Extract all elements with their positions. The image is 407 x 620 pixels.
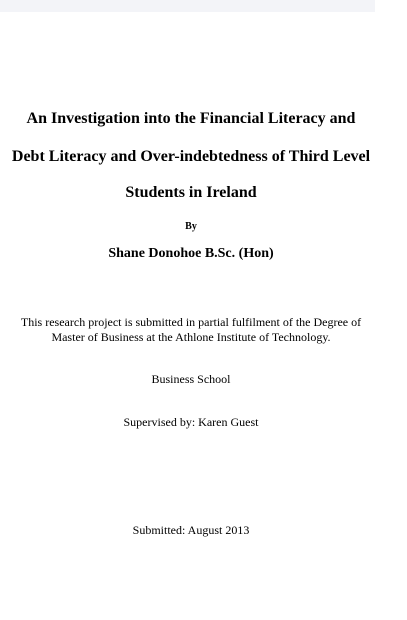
submission-date: Submitted: August 2013 (132, 523, 250, 537)
author-name: Shane Donohoe B.Sc. (Hon) (108, 246, 274, 261)
supervisor: Supervised by: Karen Guest (123, 415, 259, 429)
title-line-1: An Investigation into the Financial Literacy and (26, 110, 356, 127)
school-name: Business School (151, 372, 231, 386)
by-label: By (185, 221, 197, 232)
submission-statement-line-2: Master of Business at the Athlone Institute of Technology. (51, 330, 331, 344)
title-line-3: Students in Ireland (125, 184, 257, 201)
submission-statement-line-1: This research project is submitted in partial fulfilment of the Degree of (20, 315, 362, 329)
title-line-2: Debt Literacy and Over-indebtedness of Third Level (11, 148, 371, 165)
